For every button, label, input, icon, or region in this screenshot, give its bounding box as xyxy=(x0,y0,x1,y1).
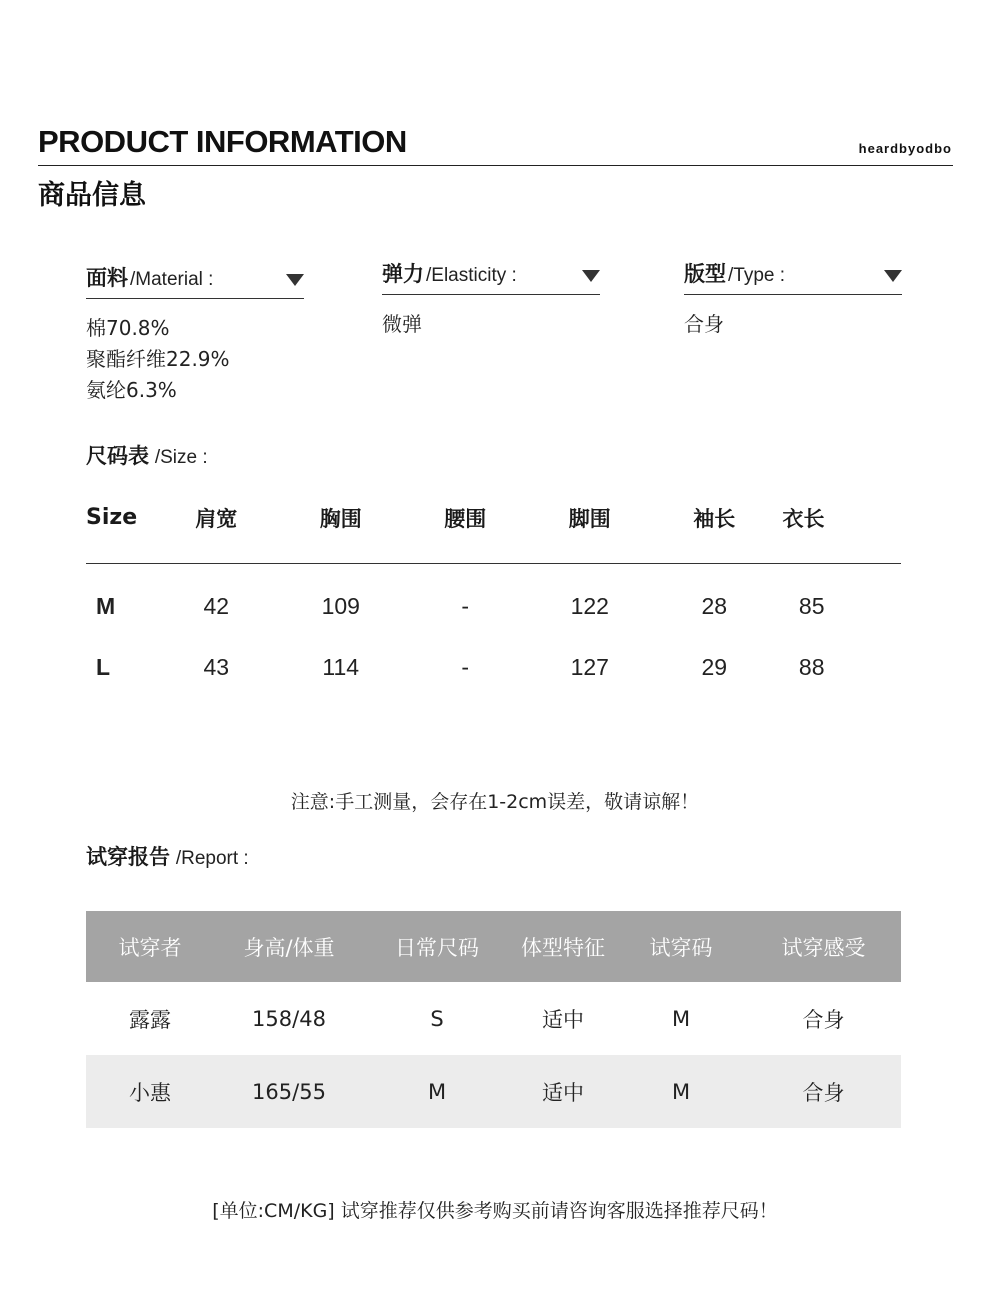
size-section-label xyxy=(86,440,208,470)
size-header-cell: 肩宽 xyxy=(195,506,238,531)
size-table-header xyxy=(86,495,901,540)
report-section-label xyxy=(86,841,249,871)
page-subtitle: 商品信息 xyxy=(38,180,146,211)
report-cell: S xyxy=(430,1006,444,1031)
material-value: 棉70.8% xyxy=(86,316,170,340)
table-row xyxy=(86,637,901,698)
size-header-cell: 袖长 xyxy=(693,506,736,531)
report-header-cell: 试穿感受 xyxy=(781,935,866,960)
size-cell: 29 xyxy=(701,654,728,680)
type-block xyxy=(684,258,902,340)
size-cell: M xyxy=(96,593,116,619)
report-header-cell: 日常尺码 xyxy=(395,935,479,960)
size-cell: 127 xyxy=(570,654,609,680)
report-cell: M xyxy=(427,1079,447,1104)
report-table-header xyxy=(86,911,901,982)
report-header-cell: 体型特征 xyxy=(521,935,605,960)
elasticity-values xyxy=(382,309,600,340)
report-header-cell: 身高/体重 xyxy=(243,935,335,960)
size-cell: 28 xyxy=(701,593,728,619)
type-label: 版型 xyxy=(684,262,726,286)
report-cell: 合身 xyxy=(802,1080,845,1105)
size-header-cell: 脚围 xyxy=(568,506,611,531)
size-table-divider xyxy=(86,563,901,564)
page-title: PRODUCT INFORMATION xyxy=(38,124,407,159)
material-values xyxy=(86,313,304,406)
size-cell: 42 xyxy=(203,593,230,619)
material-label: 面料 xyxy=(86,266,128,290)
material-value: 聚酯纤维22.9% xyxy=(86,347,230,371)
size-header-cell: 衣长 xyxy=(782,506,825,531)
elasticity-block xyxy=(382,258,600,340)
type-header[interactable] xyxy=(684,258,902,295)
size-cell: 88 xyxy=(798,654,825,680)
size-cell: 114 xyxy=(322,654,360,680)
size-cell: - xyxy=(461,654,470,680)
dropdown-triangle-icon[interactable] xyxy=(582,270,600,282)
size-cell: - xyxy=(461,593,470,619)
size-header-cell: 胸围 xyxy=(319,506,362,531)
report-header-cell: 试穿码 xyxy=(649,935,713,960)
size-header-cell: 腰围 xyxy=(444,506,487,531)
size-cell: 109 xyxy=(321,593,360,619)
table-row xyxy=(86,982,901,1055)
size-label-en: /Size : xyxy=(154,447,208,468)
report-cell: 露露 xyxy=(129,1007,171,1032)
size-table xyxy=(86,495,901,698)
footer-note: [单位:CM/KG] 试穿推荐仅供参考购买前请咨询客服选择推荐尺码！ xyxy=(212,1200,778,1222)
report-cell: 适中 xyxy=(542,1080,584,1105)
title-divider xyxy=(38,165,953,166)
report-cell: 165/55 xyxy=(252,1079,326,1104)
size-cell: L xyxy=(96,654,111,680)
material-header[interactable] xyxy=(86,262,304,299)
report-table xyxy=(86,911,901,1128)
type-label-en: /Type : xyxy=(728,265,786,286)
report-cell: M xyxy=(671,1079,691,1104)
report-header-cell: 试穿者 xyxy=(118,935,182,960)
size-cell: 122 xyxy=(570,593,609,619)
material-label-en: /Material : xyxy=(130,269,214,290)
report-cell: 158/48 xyxy=(252,1006,326,1031)
elasticity-header[interactable] xyxy=(382,258,600,295)
table-row xyxy=(86,1055,901,1128)
elasticity-value: 微弹 xyxy=(382,312,422,336)
dropdown-triangle-icon[interactable] xyxy=(884,270,902,282)
elasticity-label: 弹力 xyxy=(382,262,424,286)
report-cell: 适中 xyxy=(542,1007,584,1032)
report-cell: 小惠 xyxy=(129,1080,171,1105)
size-cell: 85 xyxy=(798,593,825,619)
elasticity-label-en: /Elasticity : xyxy=(426,265,517,286)
dropdown-triangle-icon[interactable] xyxy=(286,274,304,286)
report-label-cn: 试穿报告 xyxy=(86,845,170,869)
measurement-note: 注意:手工测量，会存在1-2cm误差，敬请谅解！ xyxy=(290,791,700,813)
report-label-en: /Report : xyxy=(175,848,249,869)
report-cell: 合身 xyxy=(802,1007,845,1032)
report-cell: M xyxy=(671,1006,691,1031)
size-cell: 43 xyxy=(203,654,230,680)
size-header-cell: Size xyxy=(86,505,138,530)
type-value: 合身 xyxy=(684,312,724,336)
table-row xyxy=(86,576,901,637)
type-values xyxy=(684,309,902,340)
brand-logo: heardbyodbo xyxy=(858,141,952,156)
material-block xyxy=(86,262,304,406)
size-label-cn: 尺码表 xyxy=(86,444,149,468)
material-value: 氨纶6.3% xyxy=(86,378,177,402)
